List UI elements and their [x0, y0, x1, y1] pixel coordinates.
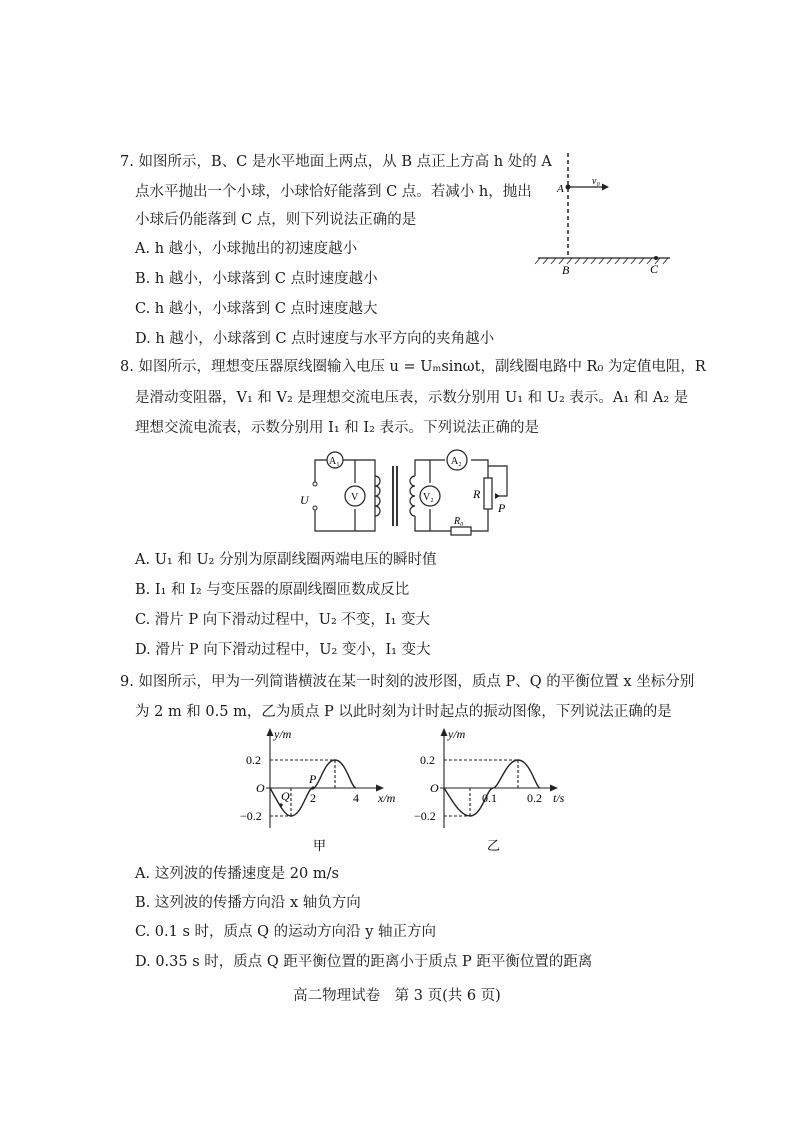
primary-wire-top — [315, 460, 328, 484]
transformer-circuit — [295, 446, 525, 546]
ground-hatching — [535, 258, 668, 264]
a1-label: A₁ — [329, 456, 340, 467]
r-label: R — [473, 487, 481, 501]
label-c: C — [650, 262, 659, 276]
secondary-coil — [410, 476, 415, 516]
q7-option-c: C. h 越小，小球落到 C 点时速度越大 — [135, 301, 378, 317]
secondary-wire-bottom — [415, 516, 451, 531]
y-bottom-label: −0.2 — [240, 809, 262, 823]
q8-option-c: C. 滑片 P 向下滑动过程中，U₂ 不变，I₁ 变大 — [135, 612, 431, 628]
label-b: B — [562, 263, 570, 277]
primary-coil — [375, 476, 380, 516]
q8-stem-line-2: 是滑动变阻器，V₁ 和 V₂ 是理想交流电压表，示数分别用 U₁ 和 U₂ 表示。A₁ 和 A₂ 是 — [135, 390, 689, 406]
projectile-figure — [530, 148, 675, 278]
u-label: U — [300, 493, 309, 507]
v2-label: V₂ — [423, 492, 434, 503]
page-footer: 高二物理试卷 第 3 页(共 6 页) — [293, 988, 501, 1004]
input-terminal-bottom — [313, 506, 317, 510]
velocity-arrowhead — [602, 184, 609, 191]
label-v0: v₀ — [592, 176, 600, 187]
q9-option-a: A. 这列波的传播速度是 20 m/s — [135, 866, 339, 882]
ball-point-a — [566, 185, 571, 190]
y-bottom-label: −0.2 — [414, 809, 436, 823]
q7-option-d: D. h 越小，小球落到 C 点时速度与水平方向的夹角越小 — [135, 331, 495, 347]
caption-jia: 甲 — [313, 838, 327, 853]
rheostat-r — [484, 478, 492, 509]
q8-option-a: A. U₁ 和 U₂ 分别为原副线圈两端电压的瞬时值 — [135, 552, 437, 568]
r0-label: R₀ — [454, 516, 464, 527]
input-terminal-top — [313, 482, 317, 486]
wave-graph-jia — [238, 728, 413, 856]
a2-wire — [471, 460, 488, 478]
q7-stem-line-1: 7. 如图所示，B、C 是水平地面上两点，从 B 点正上方高 h 处的 A — [120, 154, 552, 170]
point-c — [654, 256, 658, 260]
slider-wire — [488, 466, 507, 496]
v1-label: V — [351, 492, 359, 503]
q8-stem-line-1: 8. 如图所示，理想变压器原线圈输入电压 u = Uₘsinωt，副线圈电路中 R₀ 为定值电阻，R — [120, 359, 706, 375]
x-tick-2: 2 — [310, 791, 316, 805]
r0-wire — [471, 509, 488, 531]
point-p — [311, 786, 314, 789]
q8-option-d: D. 滑片 P 向下滑动过程中，U₂ 变小，I₁ 变大 — [135, 642, 431, 658]
q7-option-a: A. h 越小，小球抛出的初速度越小 — [135, 241, 358, 257]
p-label: P — [309, 772, 317, 786]
q8-option-b: B. I₁ 和 I₂ 与变压器的原副线圈匝数成反比 — [135, 582, 410, 598]
y-top-label: 0.2 — [246, 753, 261, 767]
q7-option-b: B. h 越小，小球落到 C 点时速度越小 — [135, 271, 378, 287]
y-arrow — [441, 728, 448, 736]
slider-arrowhead — [495, 493, 500, 499]
label-a: A — [557, 183, 564, 195]
vibration-graph-yi — [412, 728, 582, 856]
x-tick-4: 4 — [353, 791, 359, 805]
resistor-r0 — [451, 527, 471, 535]
t-tick-01: 0.1 — [482, 791, 497, 805]
t-tick-02: 0.2 — [527, 791, 542, 805]
q-label: Q — [281, 789, 290, 803]
y-top-label: 0.2 — [420, 753, 435, 767]
q9-stem-line-1: 9. 如图所示，甲为一列简谐横波在某一时刻的波形图，质点 P、Q 的平衡位置 x 坐标分别 — [120, 674, 695, 690]
point-q — [279, 803, 282, 806]
q7-stem-line-3: 小球后仍能落到 C 点，则下列说法正确的是 — [135, 212, 417, 228]
p-label: P — [498, 501, 506, 515]
q9-stem-line-2: 为 2 m 和 0.5 m，乙为质点 P 以此时刻为计时起点的振动图像，下列说法正确的是 — [135, 704, 672, 720]
q9-option-d: D. 0.35 s 时，质点 Q 距平衡位置的距离小于质点 P 距平衡位置的距离 — [135, 954, 593, 970]
q9-option-b: B. 这列波的传播方向沿 x 轴负方向 — [135, 895, 361, 911]
y-label: y/m — [448, 728, 466, 741]
q9-option-c: C. 0.1 s 时，质点 Q 的运动方向沿 y 轴正方向 — [135, 924, 437, 940]
q7-stem-line-2: 点水平抛出一个小球，小球恰好能落到 C 点。若减小 h，抛出 — [135, 184, 532, 200]
caption-yi: 乙 — [487, 838, 501, 853]
t-label: t/s — [553, 791, 565, 805]
q8-stem-line-3: 理想交流电流表，示数分别用 I₁ 和 I₂ 表示。下列说法正确的是 — [135, 420, 540, 436]
origin-label: O — [256, 781, 265, 795]
origin-label: O — [430, 781, 439, 795]
y-arrow — [267, 728, 274, 736]
x-label: x/m — [378, 791, 396, 805]
a2-label: A₂ — [451, 456, 462, 467]
y-label: y/m — [274, 728, 292, 741]
